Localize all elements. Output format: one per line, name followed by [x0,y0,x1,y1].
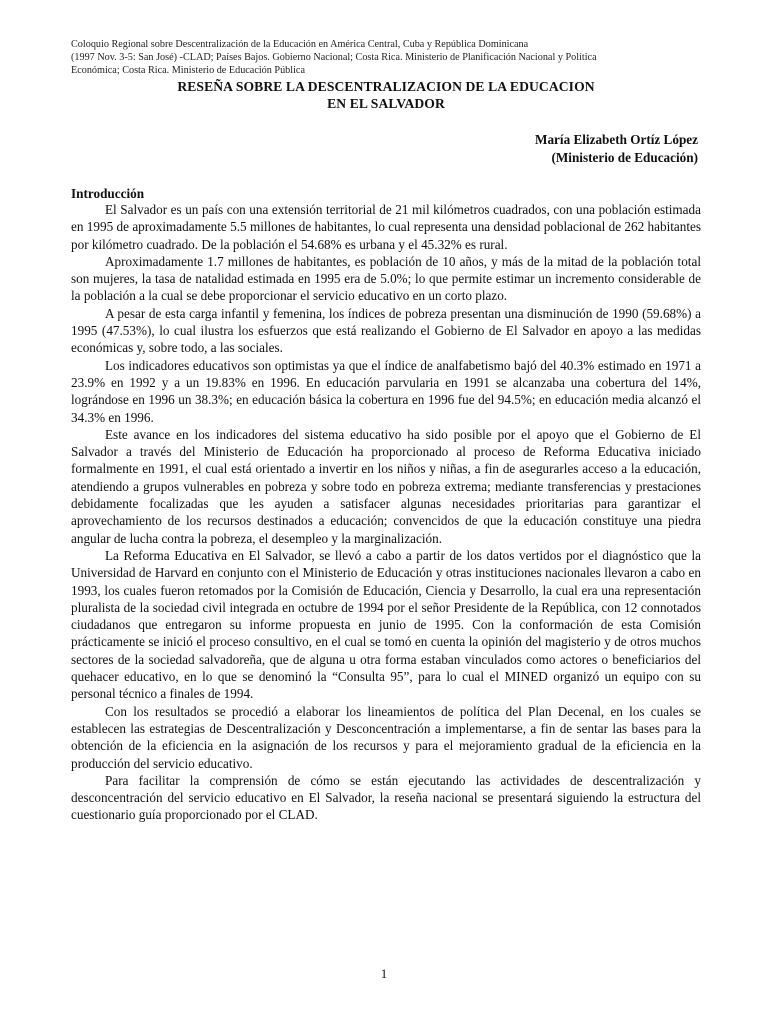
author-block [535,131,698,167]
paragraph: La Reforma Educativa en El Salvador, se llevó a cabo a partir de los datos vertidos por el diagnóstico que la Universidad de Harvard en conjunto con el Ministerio de Educación y otras instituciones nacionales llevaron a cabo en 1993, los cuales fueron retomados por la Comisión de Educación, Ciencia y Desarrollo, la cual era una representación pluralista de la sociedad civil integrada en octubre de 1994 por el señor Presidente de la República, con 12 connotados ciudadanos que entregaron su informe propuesta en junio de 1995. Con la conformación de esta Comisión prácticamente se inició el proceso consultivo, en el cual se tomó en cuenta la opinión del magisterio y de otros muchos sectores de la sociedad salvadoreña, que de alguna u otra forma estaban vinculados como actores o beneficiarios del quehacer educativo, en lo que se denominó la “Consulta 95”, para lo cual el MINED organizó un equipo con su personal técnico a finales de 1994. [71,547,701,702]
paragraph: Aproximadamente 1.7 millones de habitantes, es población de 10 años, y más de la mitad de la población total son mujeres, la tasa de natalidad estimada en 1995 era de 5.0%; lo que permite estimar un incremento considerable de la población a la cual se debe proporcionar el servicio educativo en un corto plazo. [71,253,701,304]
page-number: 1 [380,966,388,981]
header-line-1: Coloquio Regional sobre Descentralización de la Educación en América Central, Cuba y República Dominicana [71,39,529,50]
header-line-3: Económica; Costa Rica. Ministerio de Educación Pública [71,65,305,76]
paragraph: A pesar de esta carga infantil y femenina, los índices de pobreza presentan una disminución de 1990 (59.68%) a 1995 (47.53%), lo cual ilustra los esfuerzos que está realizando el Gobierno de El Salvador en apoyo a las medidas económicas y, sobre todo, a las sociales. [71,305,701,356]
document-title [71,78,701,112]
paragraph: Para facilitar la comprensión de cómo se están ejecutando las actividades de descentralización y desconcentración del servicio educativo en El Salvador, la reseña nacional se presentará siguiendo la estructura del cuestionario guía proporcionado por el CLAD. [71,772,701,823]
paragraph: Con los resultados se procedió a elaborar los lineamientos de política del Plan Decenal, en los cuales se establecen las estrategias de Descentralización y Desconcentración a implementarse, a fin de sentar las bases para la obtención de la eficiencia en la asignación de los recursos y para el mejoramiento gradual de la eficiencia en la producción del servicio educativo. [71,703,701,771]
title-line-1: RESEÑA SOBRE LA DESCENTRALIZACION DE LA EDUCACION [177,79,595,94]
header-line-2: (1997 Nov. 3-5: San José) -CLAD; Países Bajos. Gobierno Nacional; Costa Rica. Ministerio de Planificación Nacional y Política [71,52,597,63]
author-affiliation: (Ministerio de Educación) [551,150,698,165]
paragraph: El Salvador es un país con una extensión territorial de 21 mil kilómetros cuadrados, con una población estimada en 1995 de aproximadamente 5.5 millones de habitantes, lo cual representa una densidad poblacional de 262 habitantes por kilómetro cuadrado. De la población el 54.68% es urbana y el 45.32% es rural. [71,202,701,252]
body-text [71,201,701,824]
running-header [71,38,711,77]
title-line-2: EN EL SALVADOR [327,96,445,111]
paragraph: Este avance en los indicadores del sistema educativo ha sido posible por el apoyo que el Gobierno de El Salvador a través del Ministerio de Educación ha proporcionado al proceso de Reforma Educativa iniciado formalmente en 1991, el cual está orientado a invertir en los niños y niñas, a fin de asegurarles acceso a la educación, atendiendo a grupos vulnerables en pobreza y sobre todo en pobreza extrema; mediante transferencias y prestaciones debidamente focalizadas que les ayuden a satisfacer algunas necesidades prioritarias para garantizar el aprovechamiento de los recursos destinados a educación; convencidos de que la educación constituye una piedra angular de lucha contra la pobreza, el desempleo y la marginalización. [71,426,701,546]
author-name: María Elizabeth Ortíz López [535,132,698,147]
paragraph: Los indicadores educativos son optimistas ya que el índice de analfabetismo bajó del 40.3% estimado en 1971 a 23.9% en 1992 y a un 19.83% en 1996. En educación parvularia en 1991 se alcanzaba una cobertura del 14%, lográndose en 1996 un 38.3%; en educación básica la cobertura en 1996 fue del 94.5%; en educación media alcanzó el 34.3% en 1996. [71,357,701,425]
section-heading: Introducción [71,186,145,201]
